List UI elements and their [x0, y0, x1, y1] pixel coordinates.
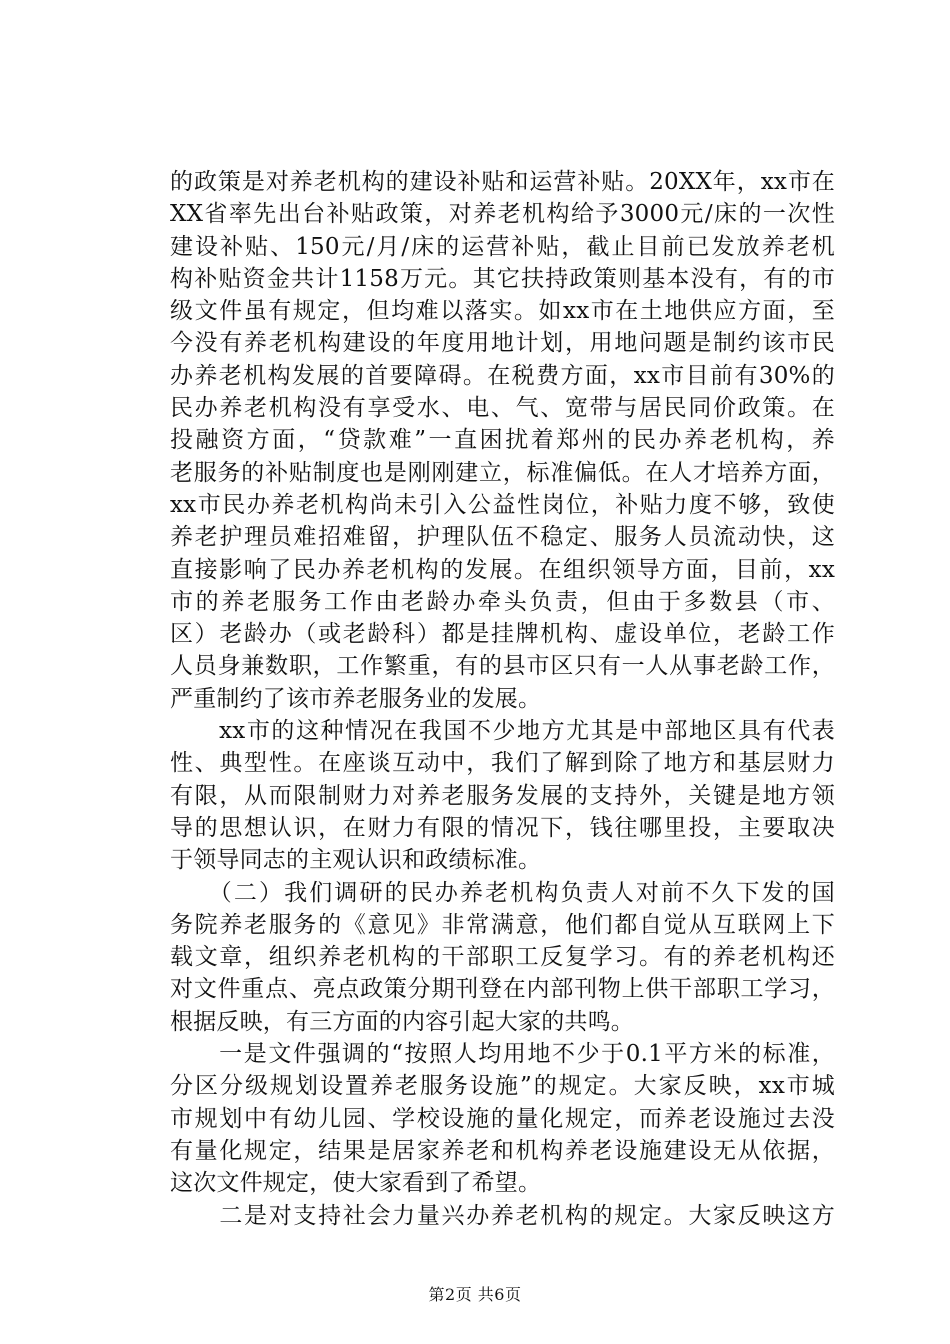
text-line: 于领导同志的主观认识和政绩标准。 [170, 847, 542, 874]
text-line: 务院养老服务的《意见》非常满意，他们都自觉从互联网上下 [170, 911, 835, 938]
page-footer: 第2页 共6页 [428, 1285, 522, 1304]
text-line: 根据反映，有三方面的内容引起大家的共鸣。 [170, 1008, 634, 1035]
text-line: 人员身兼数职，工作繁重，有的县市区只有一人从事老龄工作， [170, 653, 835, 680]
text-line: 导的思想认识，在财力有限的情况下，钱往哪里投，主要取决 [170, 814, 835, 841]
text-line: XX省率先出台补贴政策，对养老机构给予3000元/床的一次性 [170, 201, 835, 228]
text-line: 区）老龄办（或老龄科）都是挂牌机构、虚设单位，老龄工作 [170, 621, 835, 648]
text-line: 建设补贴、150元/月/床的运营补贴，截止目前已发放养老机 [170, 233, 835, 260]
text-line: 一是文件强调的“按照人均用地不少于0.1平方米的标准， [170, 1041, 835, 1068]
text-line: 民办养老机构没有享受水、电、气、宽带与居民同价政策。在 [170, 395, 835, 422]
text-line: 对文件重点、亮点政策分期刊登在内部刊物上供干部职工学习， [170, 976, 835, 1003]
text-line: 市规划中有幼儿园、学校设施的量化规定，而养老设施过去没 [170, 1105, 835, 1132]
text-line: xx市民办养老机构尚未引入公益性岗位，补贴力度不够，致使 [170, 491, 835, 518]
document-body [170, 166, 835, 1232]
text-line: 今没有养老机构建设的年度用地计划，用地问题是制约该市民 [170, 330, 835, 357]
text-line: 有量化规定，结果是居家养老和机构养老设施建设无从依据， [170, 1137, 835, 1164]
text-line: 级文件虽有规定，但均难以落实。如xx市在土地供应方面，至 [170, 298, 835, 325]
text-line: 市的养老服务工作由老龄办牵头负责，但由于多数县（市、 [170, 588, 835, 615]
text-line: 投融资方面，“贷款难”一直困扰着郑州的民办养老机构，养 [170, 427, 835, 454]
text-line: 二是对支持社会力量兴办养老机构的规定。大家反映这方 [170, 1202, 835, 1229]
text-line: 老服务的补贴制度也是刚刚建立，标准偏低。在人才培养方面， [170, 459, 835, 486]
text-line: 性、典型性。在座谈互动中，我们了解到除了地方和基层财力 [170, 750, 835, 777]
text-line: 直接影响了民办养老机构的发展。在组织领导方面，目前，xx [170, 556, 835, 583]
text-line: 有限，从而限制财力对养老服务发展的支持外，关键是地方领 [170, 782, 835, 809]
text-line: 分区分级规划设置养老服务设施”的规定。大家反映，xx市城 [170, 1073, 835, 1100]
text-line: 办养老机构发展的首要障碍。在税费方面，xx市目前有30%的 [170, 362, 835, 389]
text-line: 的政策是对养老机构的建设补贴和运营补贴。20XX年，xx市在 [170, 169, 835, 195]
text-line: （二）我们调研的民办养老机构负责人对前不久下发的国 [170, 879, 835, 906]
text-line: 构补贴资金共计1158万元。其它扶持政策则基本没有，有的市 [170, 265, 835, 292]
text-line: 养老护理员难招难留，护理队伍不稳定、服务人员流动快，这 [170, 524, 835, 551]
text-line: 载文章，组织养老机构的干部职工反复学习。有的养老机构还 [170, 944, 835, 971]
text-line: xx市的这种情况在我国不少地方尤其是中部地区具有代表 [170, 718, 835, 745]
text-line: 这次文件规定，使大家看到了希望。 [170, 1170, 542, 1197]
text-line: 严重制约了该市养老服务业的发展。 [170, 685, 542, 712]
